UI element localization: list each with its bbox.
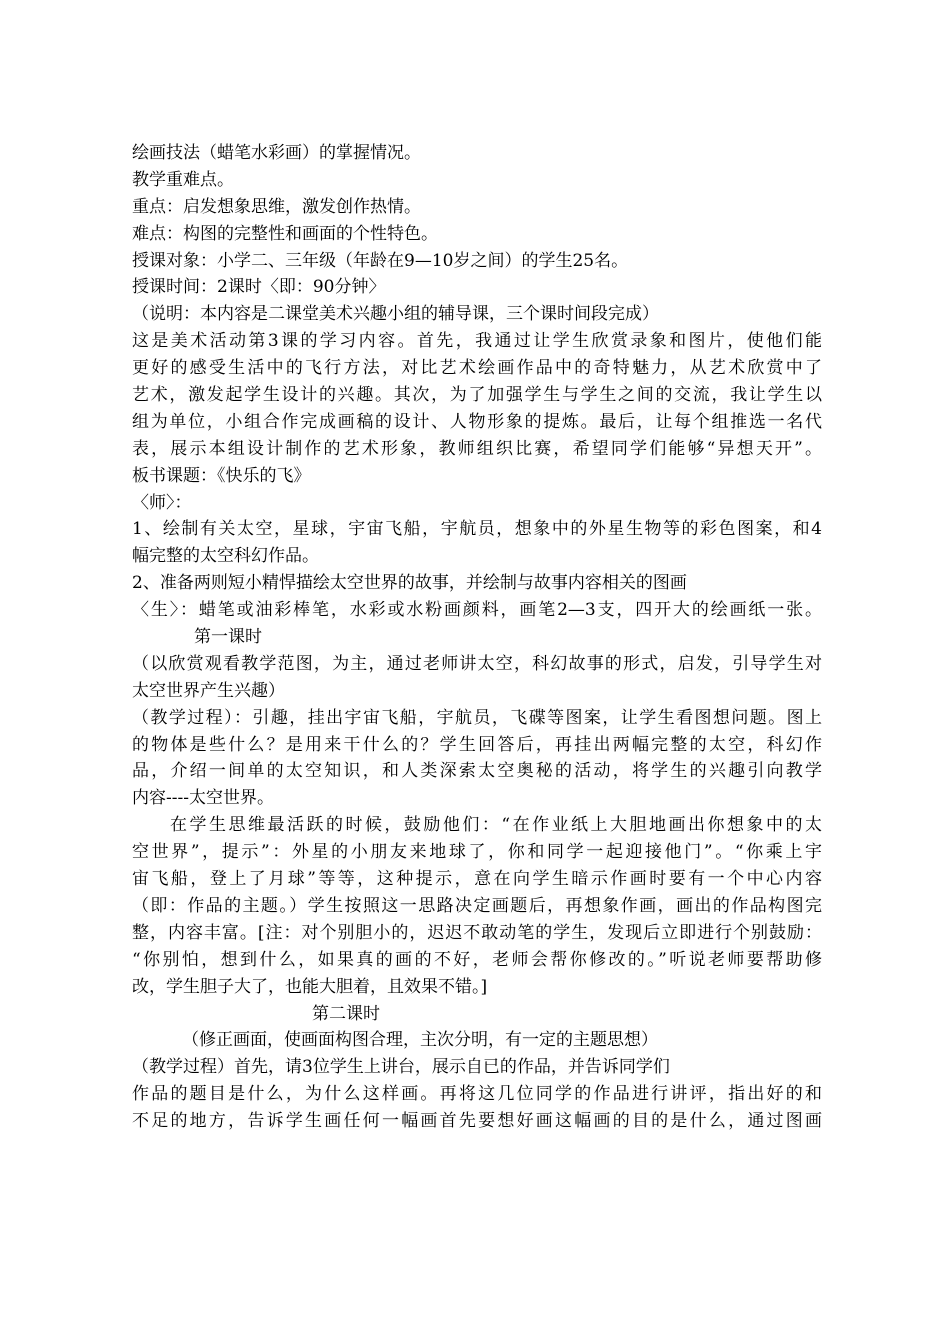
text-line: （以欣赏观看教学范图，为主，通过老师讲太空，科幻故事的形式，启发，引导学生对: [132, 653, 822, 674]
text-line: （即：作品的主题。）学生按照这一思路决定画题后，再想象作画，画出的作品构图完: [132, 895, 822, 916]
text-line: 2、准备两则短小精悍描绘太空世界的故事，并绘制与故事内容相关的图画: [132, 573, 687, 594]
text-line: 艺术，激发起学生设计的兴趣。其次，为了加强学生与学生之间的交流，我让学生以: [132, 385, 822, 406]
text-line: 宙飞船，登上了月球”等等，这种提示，意在向学生暗示作画时要有一个中心内容: [132, 869, 822, 890]
document-body: [132, 140, 822, 1135]
text-line: 板书课题：《快乐的飞》: [132, 465, 311, 486]
text-line: 授课时间：2课时〈即：90分钟〉: [132, 277, 386, 298]
text-line: （教学过程）首先，请3位学生上讲台，展示自已的作品，并告诉同学们: [132, 1057, 670, 1078]
text-line: 的物体是些什么？是用来干什么的？学生回答后，再挂出两幅完整的太空，科幻作: [132, 734, 822, 755]
text-line: 表，展示本组设计制作的艺术形象，教师组织比赛，希望同学们能够“异想天开”。: [132, 438, 822, 459]
text-line: （修正画面，使画面构图合理，主次分明，有一定的主题思想）: [182, 1030, 658, 1051]
text-line: 绘画技法（蜡笔水彩画）的掌握情况。: [132, 143, 421, 163]
text-line: （说明：本内容是二课堂美术兴趣小组的辅导课，三个课时间段完成）: [132, 304, 659, 325]
text-line: 太空世界产生兴趣）: [132, 680, 285, 701]
text-line: 〈生〉：蜡笔或油彩棒笔，水彩或水粉画颜料，画笔2—3支，四开大的绘画纸一张。: [132, 600, 822, 621]
text-line: 整，内容丰富。[注：对个别胆小的，迟迟不敢动笔的学生，发现后立即进行个别鼓励：: [132, 922, 822, 943]
text-line: “你别怕，想到什么，如果真的画的不好，老师会帮你修改的。”听说老师要帮助修: [132, 949, 822, 970]
text-line: 难点：构图的完整性和画面的个性特色。: [132, 223, 438, 244]
text-line: 〈师〉：: [132, 492, 192, 513]
text-line: 这是美术活动第3课的学习内容。首先，我通过让学生欣赏录象和图片，使他们能: [132, 331, 822, 352]
text-line: 幅完整的太空科幻作品。: [132, 546, 319, 567]
text-line: （教学过程）：引趣，挂出宇宙飞船，宇航员，飞碟等图案，让学生看图想问题。图上: [132, 707, 822, 728]
text-line: 重点：启发想象思维，激发创作热情。: [132, 196, 421, 217]
text-line: 教学重难点。: [132, 169, 234, 190]
text-line: 授课对象：小学二、三年级（年龄在9—10岁之间）的学生25名。: [132, 250, 629, 271]
text-line: 组为单位，小组合作完成画稿的设计、人物形象的提炼。最后，让每个组推选一名代: [132, 411, 822, 432]
text-line: 改，学生胆子大了，也能大胆着，且效果不错。]: [132, 976, 488, 997]
text-line: 作品的题目是什么，为什么这样画。再将这几位同学的作品进行讲评，指出好的和: [132, 1084, 822, 1105]
section-heading-lesson-1: 第一课时: [194, 627, 262, 648]
text-line: 更好的感受生活中的飞行方法，对比艺术绘画作品中的奇特魅力，从艺术欣赏中了: [132, 358, 822, 379]
text-line: 不足的地方，告诉学生画任何一幅画首先要想好画这幅画的目的是什么，通过图画: [132, 1111, 822, 1132]
text-line: 在学生思维最活跃的时候，鼓励他们：“在作业纸上大胆地画出你想象中的太: [170, 815, 822, 836]
text-line: 空世界”，提示”：外星的小朋友来地球了，你和同学一起迎接他门”。“你乘上宇: [132, 842, 822, 863]
text-line: 1、绘制有关太空，星球，宇宙飞船，宇航员，想象中的外星生物等的彩色图案，和4: [132, 519, 822, 540]
section-heading-lesson-2: 第二课时: [312, 1003, 380, 1024]
text-line: 内容----太空世界。: [132, 788, 274, 809]
text-line: 品，介绍一间单的太空知识，和人类深索太空奥秘的活动，将学生的兴趣引向教学: [132, 761, 822, 782]
